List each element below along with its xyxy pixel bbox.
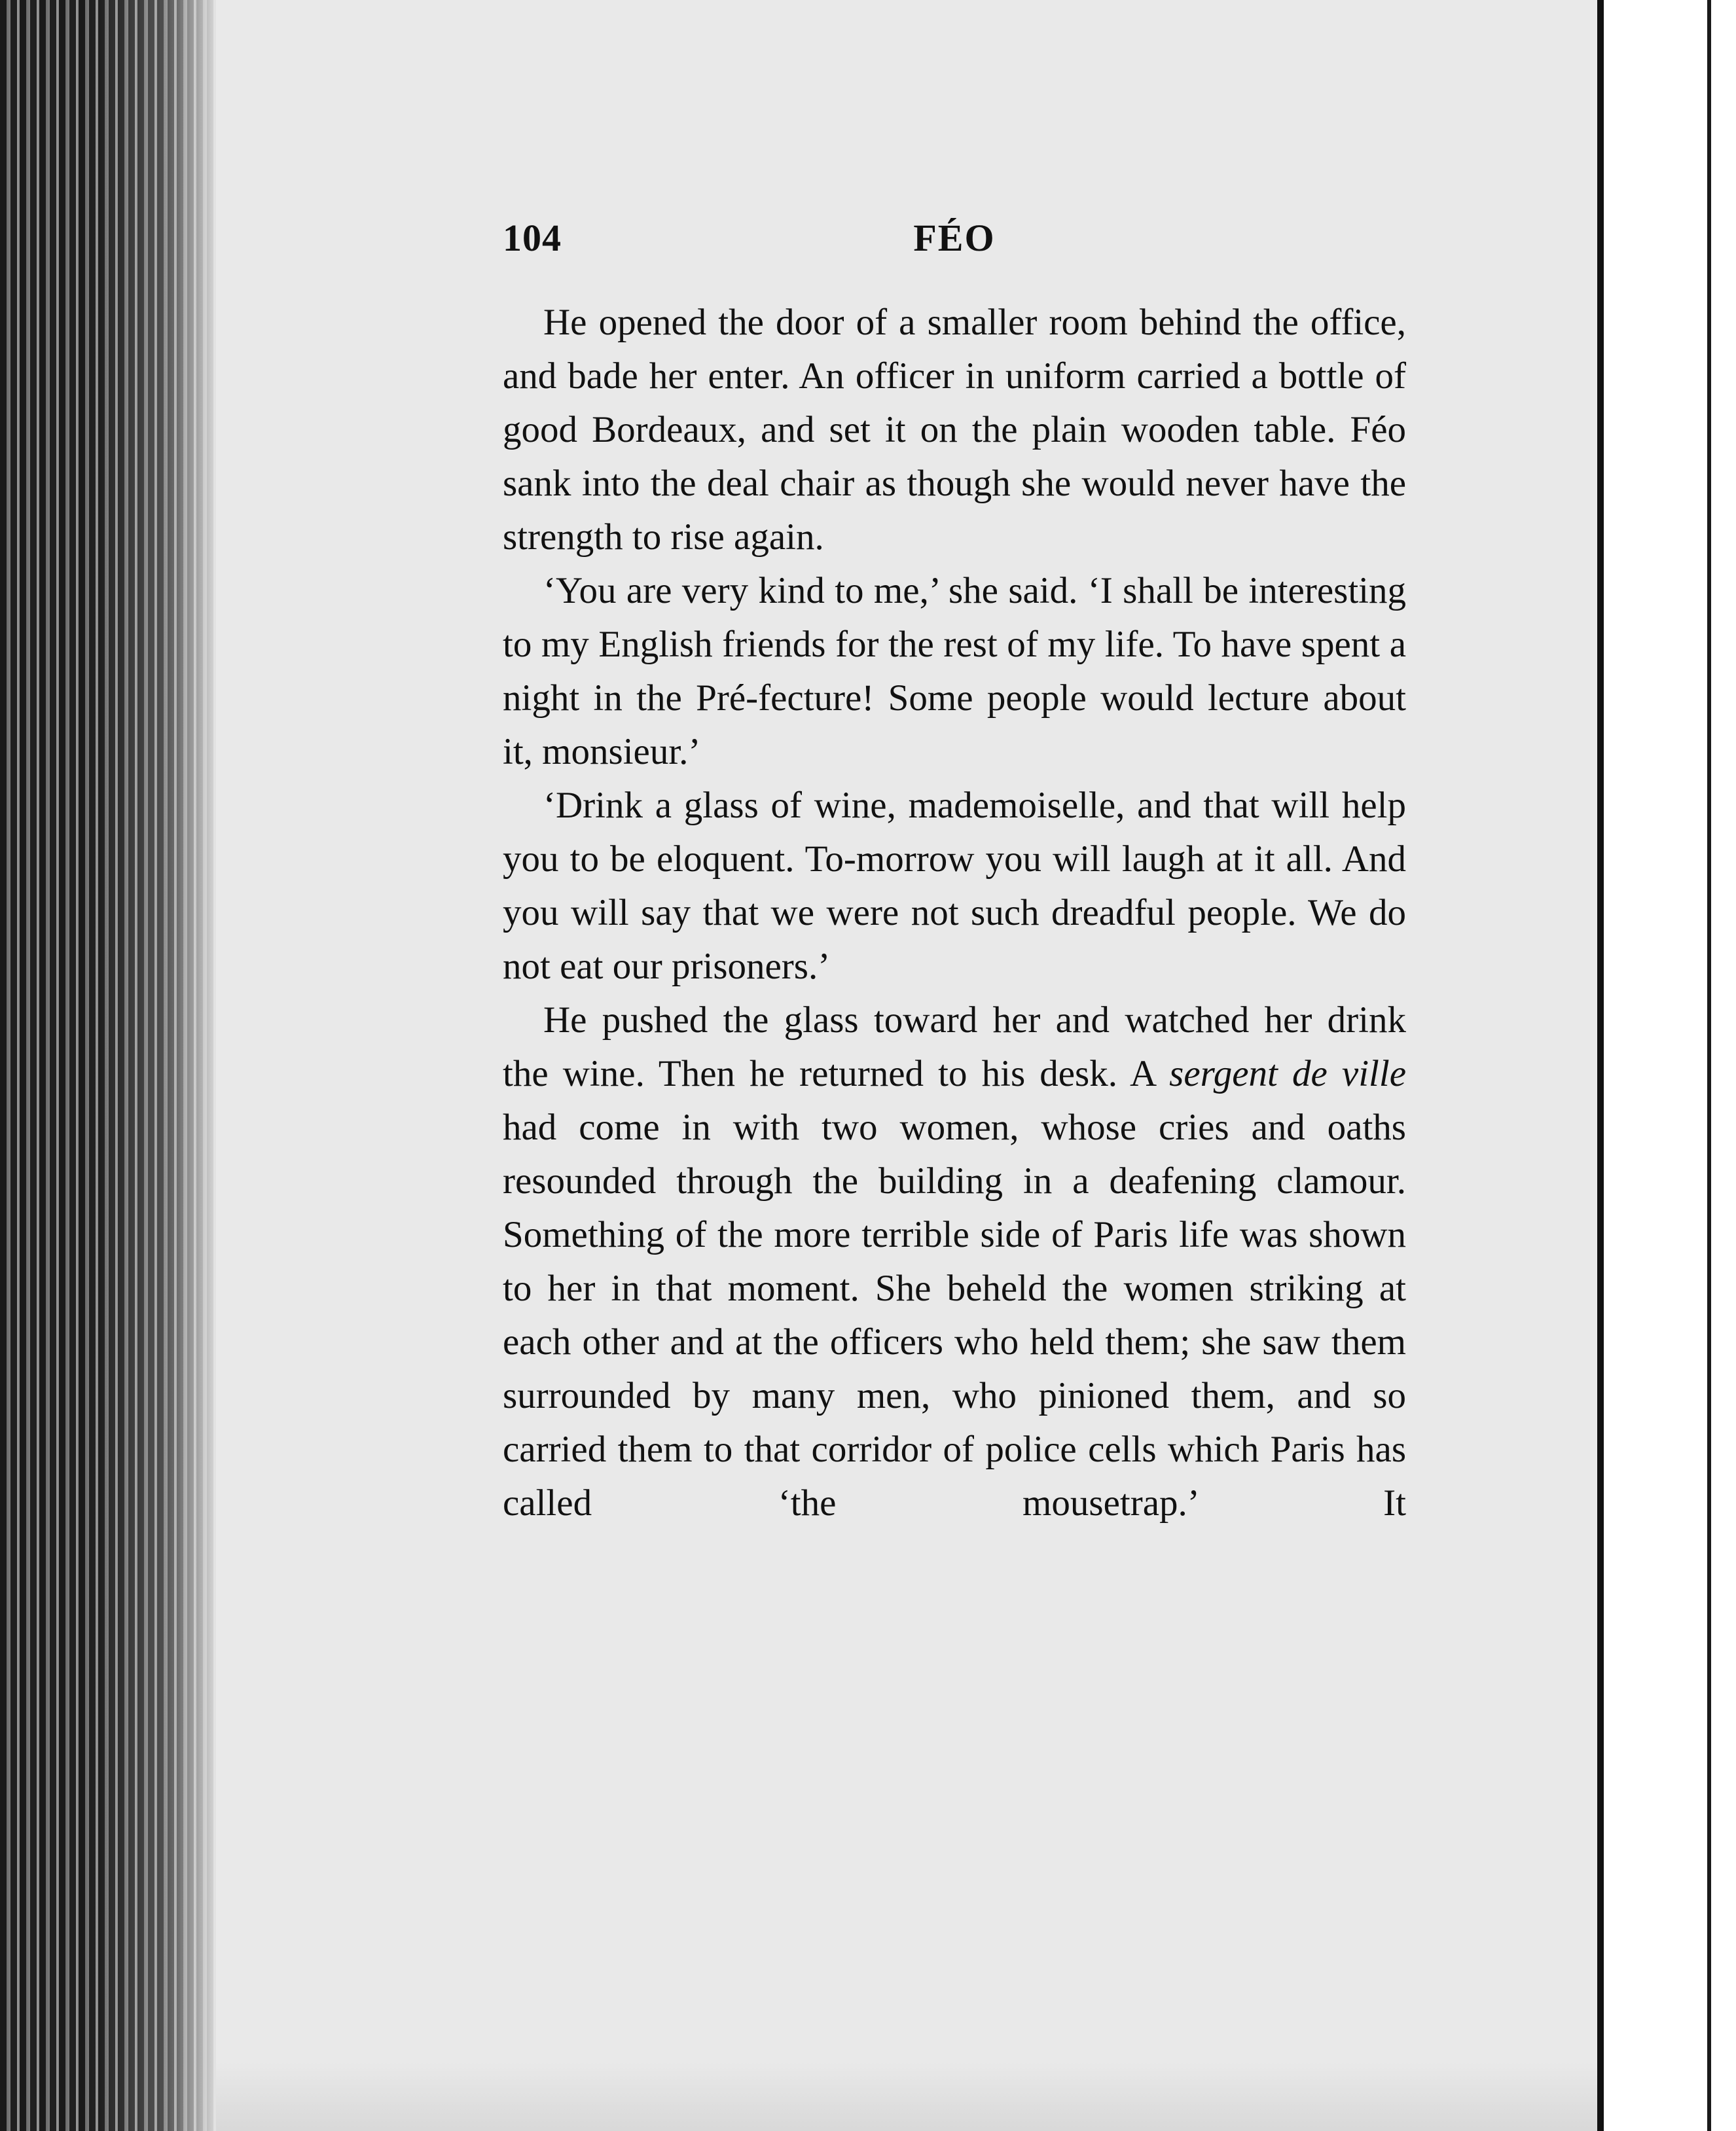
running-title: FÉO	[913, 217, 996, 259]
paragraph-4	[503, 994, 1406, 1530]
page-bottom-shadow	[216, 2062, 1597, 2131]
page-right-edge	[1597, 0, 1604, 2131]
paragraph-1: He opened the door of a smaller room behind the office, and bade her enter. An officer in uniform carried a bottle of good Bordeaux, and set it on the plain wooden table. Féo sank into the deal chair as though she would never have the strength to rise again.	[503, 302, 1406, 558]
paragraph-4-text-after: had come in with two women, whose cries and oaths resounded through the building in a deafening clamour. Something of the more terrible side of Paris life was shown to her in that moment. She beheld the women striking at each other and at the officers who held them; she saw them surrounded by many men, who pinioned them, and so carried them to that corridor of police cells which Paris has called ‘the mousetrap.’ It	[503, 1107, 1406, 1524]
scan-right-margin	[1604, 0, 1736, 2131]
running-head	[503, 216, 1406, 268]
paragraph-3: ‘Drink a glass of wine, mademoiselle, and that will help you to be eloquent. To-morrow you will laugh at it all. And you will say that we were not such dreadful people. We do not eat our prisoners.’	[503, 785, 1406, 987]
paragraph-2: ‘You are very kind to me,’ she said. ‘I shall be interesting to my English friends for the rest of my life. To have spent a night in the Pré-fecture! Some people would lecture about it, monsieur.’	[503, 570, 1406, 772]
binding-shadow	[92, 0, 216, 2131]
body-text	[503, 296, 1406, 1530]
paragraph-4-text-before: He pushed the glass toward her and watched her drink the wine. Then he returned to his desk. A	[503, 999, 1406, 1094]
scan-right-line	[1707, 0, 1711, 2131]
page-number: 104	[503, 217, 562, 259]
paragraph-4-italic-phrase: sergent de ville	[1169, 1053, 1406, 1094]
